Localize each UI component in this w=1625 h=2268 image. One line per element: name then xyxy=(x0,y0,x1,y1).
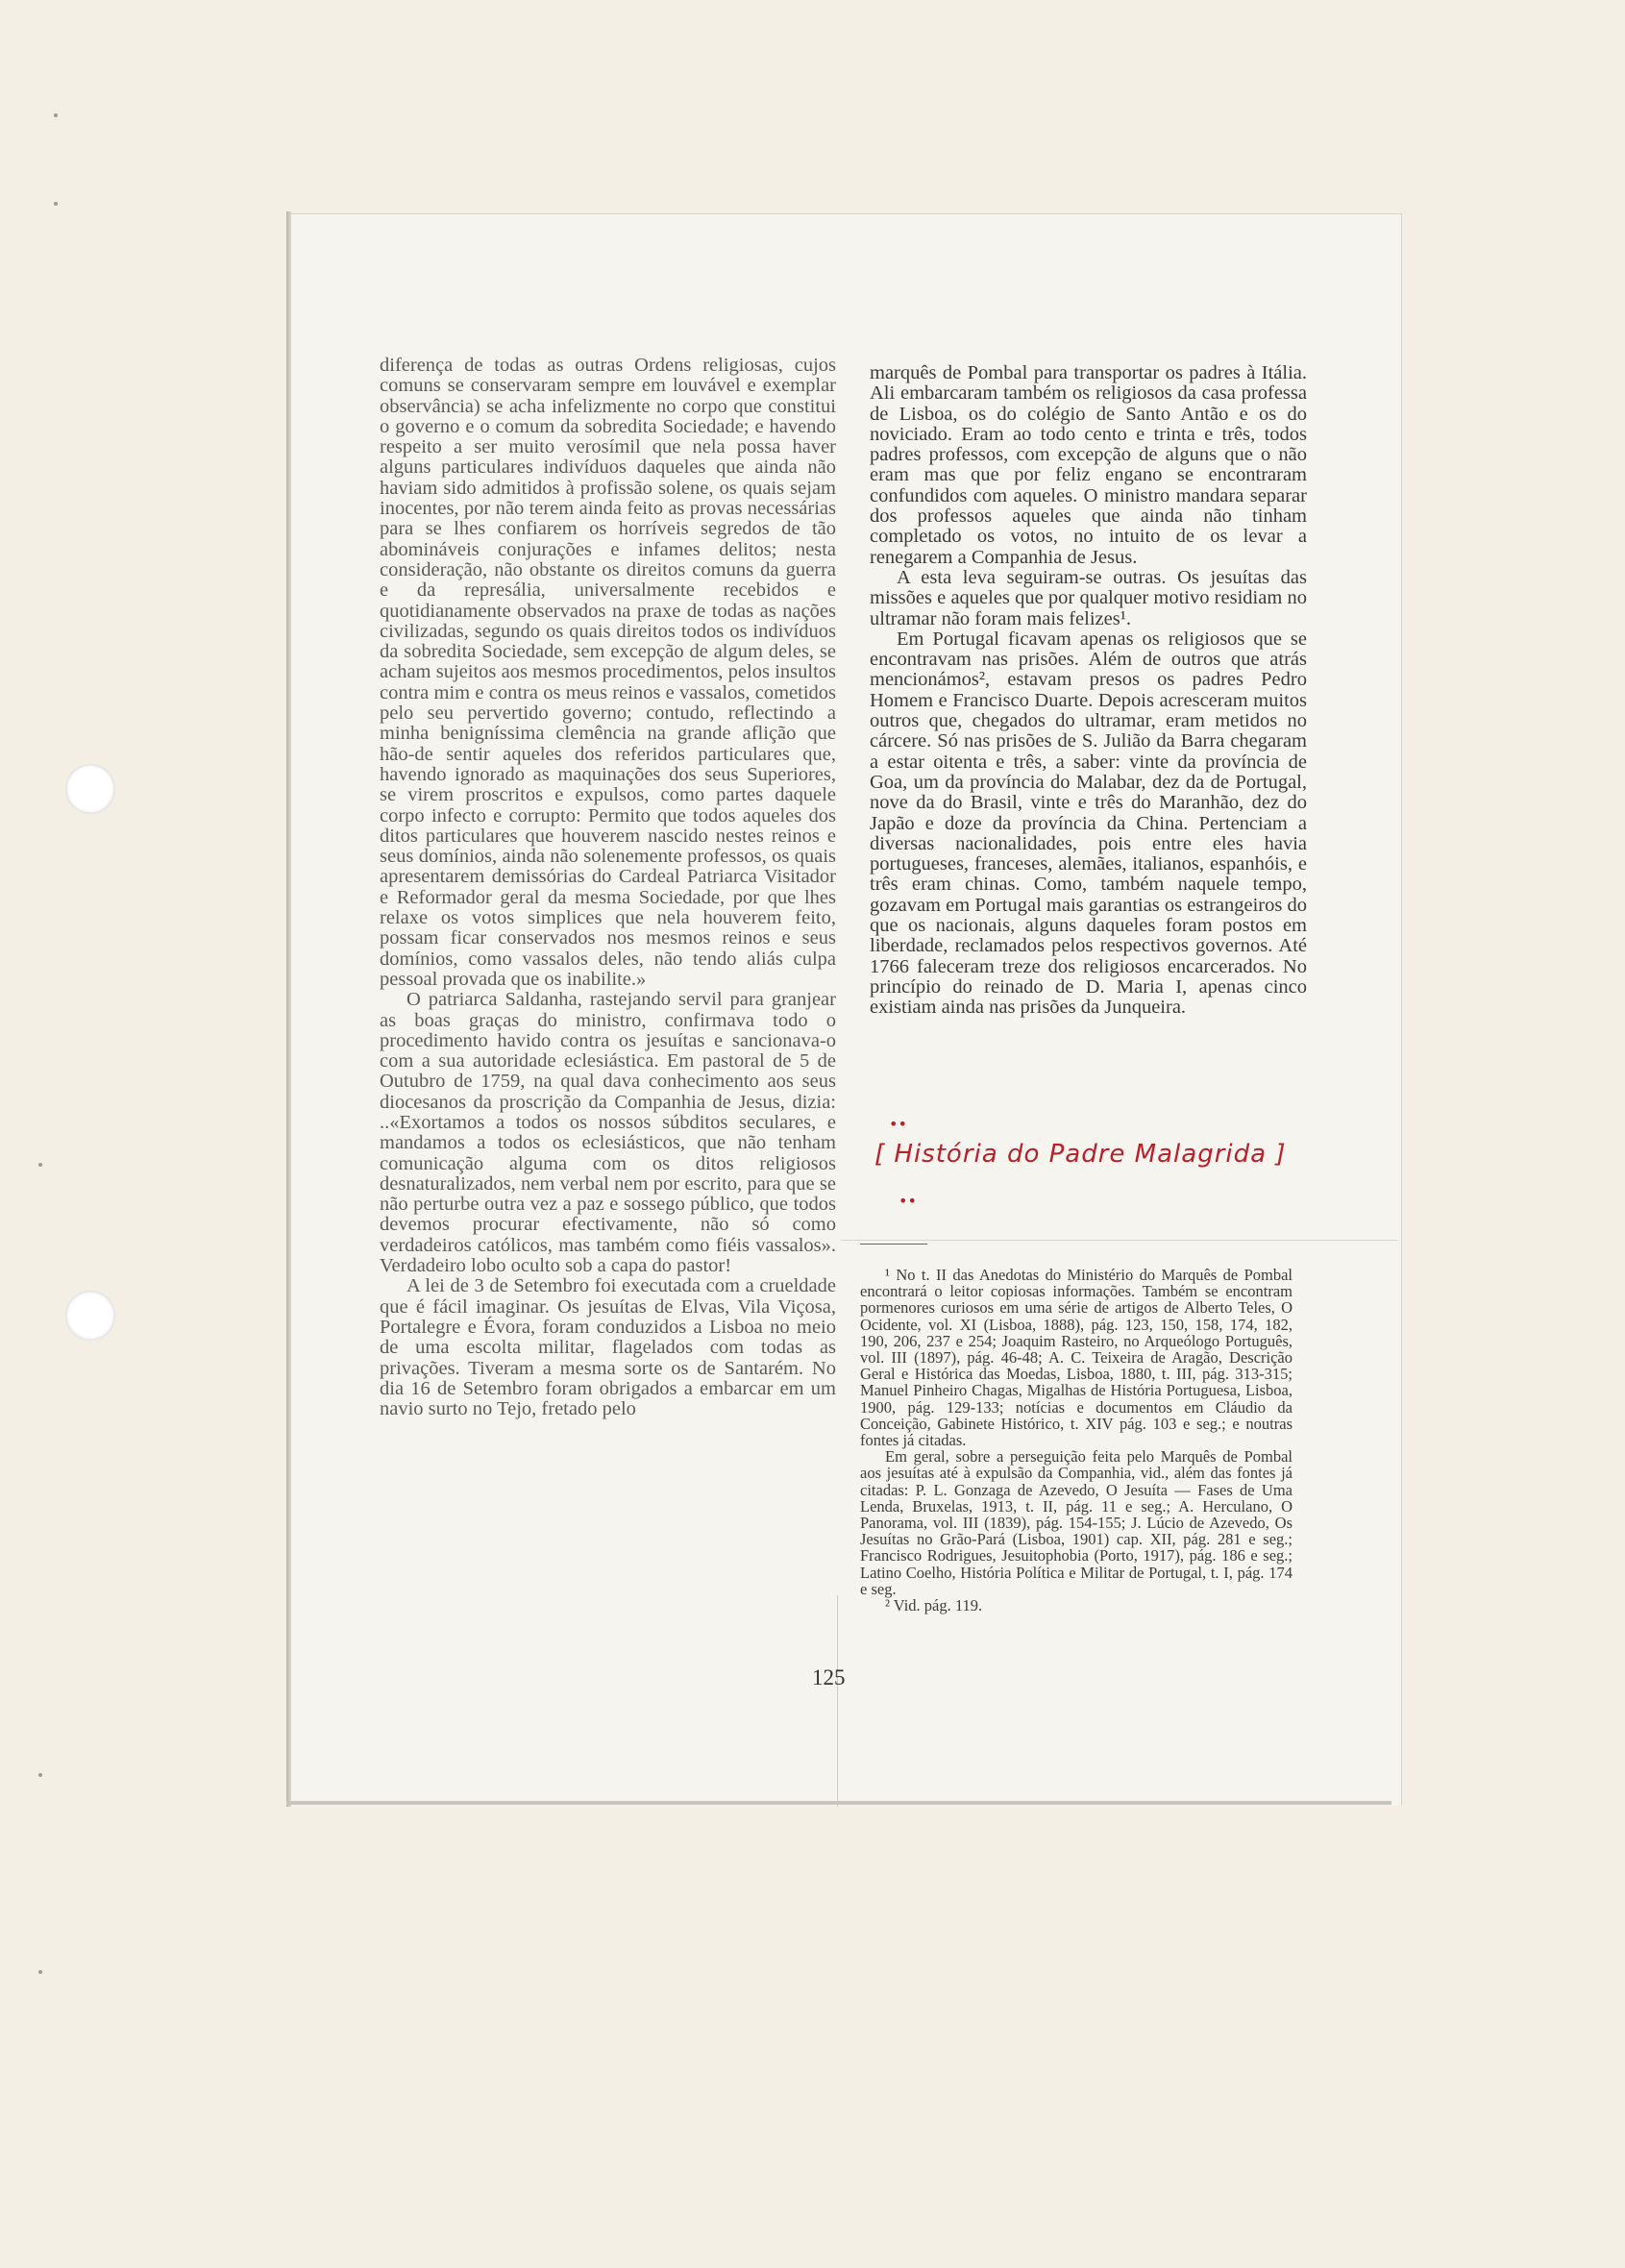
speck xyxy=(38,1970,42,1974)
binder-hole-top xyxy=(65,764,115,814)
right-paragraph-2: A esta leva seguiram-se outras. Os jesuítas das missões e aqueles que por qualquer motivo residiam no ultramar não foram mais felizes¹. xyxy=(870,566,1307,629)
annotation-marks-bottom: •• xyxy=(899,1192,917,1210)
clipping-bottom-edge xyxy=(286,1801,1391,1805)
speck xyxy=(54,113,58,117)
speck xyxy=(38,1163,42,1167)
left-paragraph-2: O patriarca Saldanha, rastejando servil para granjear as boas graças do ministro, confirmava todo o procedimento havido contra os jesuítas e sancionava-o com a sua autoridade eclesiástica. Em pastoral de 5 de Outubro de 1759, na qual dava conhecimento aos seus diocesanos da proscrição da Companhia de Jesus, dizia: ..«Exortamos a todos os nossos súbditos seculares, e mandamos a todos os eclesiásticos, que não tenham comunicação alguma com os ditos religiosos desnaturalizados, nem verbal nem por escrito, para que se não perturbe outra vez a paz e sossego público, que todos devemos procurar efectivamente, não só como verdadeiros católicos, mas também como fiéis vassalos». Verdadeiro lobo oculto sob a capa do pastor! xyxy=(380,989,836,1277)
right-paragraph-1: marquês de Pombal para transportar os padres à Itália. Ali embarcaram também os religiosos da casa professa de Lisboa, os do colégio de Santo Antão e os do noviciado. Eram ao todo cento e trinta e três, todos padres professos, com excepção de alguns que o não eram mas que por feliz engano se encontraram confundidos com aqueles. O ministro mandara separar dos professos aqueles que ainda não tinham completado os votos, no intuito de os levar a renegarem a Companhia de Jesus. xyxy=(870,362,1307,568)
footnote-1-continued: Em geral, sobre a perseguição feita pelo Marquês de Pombal aos jesuítas até à expulsão da Companhia, vid., além das fontes já citadas: P. L. Gonzaga de Azevedo, O Jesuíta — Fases de Uma Lenda, Bruxelas, 1913, t. II, pág. 11 e seg.; A. Herculano, O Panorama, vol. III (1839), pág. 154-155; J. Lúcio de Azevedo, Os Jesuítas no Grão-Pará (Lisboa, 1901) cap. XII, pág. 281 e seg.; Francisco Rodrigues, Jesuitophobia (Porto, 1917), pág. 186 e seg.; Latino Coelho, História Política e Militar de Portugal, t. I, pág. 174 e seg. xyxy=(860,1447,1293,1598)
footnote-2: ² Vid. pág. 119. xyxy=(885,1596,983,1615)
clipping-left-edge xyxy=(286,211,291,1807)
footnote-clipping-edge xyxy=(841,1240,1398,1241)
left-paragraph-3: A lei de 3 de Setembro foi executada com a crueldade que é fácil imaginar. Os jesuítas de Elvas, Vila Viçosa, Portalegre e Évora, foram conduzidos a Lisboa no meio de uma escolta militar, flagelados com todas as privações. Tiveram a mesma sorte os de Santarém. No dia 16 de Setembro foram obrigados a embarcar em um navio surto no Tejo, fretado pelo xyxy=(380,1275,836,1420)
column-divider xyxy=(837,1595,838,1807)
binder-hole-bottom xyxy=(65,1291,115,1341)
footnote-1: ¹ No t. II das Anedotas do Ministério do Marquês de Pombal encontrará o leitor copiosas informações. Também se encontram pormenores curiosos em uma série de artigos de Alberto Teles, O Ocidente, vol. XI (Lisboa, 1888), pág. 123, 150, 158, 174, 182, 190, 206, 237 e 254; Joaquim Rasteiro, no Arqueólogo Português, vol. III (1897), pág. 46-48; A. C. Teixeira de Aragão, Descrição Geral e Histórica das Moedas, Lisboa, 1880, t. III, pág. 313-315; Manuel Pinheiro Chagas, Migalhas de História Portuguesa, Lisboa, 1900, pág. 129-133; notícias e documentos em Cláudio da Conceição, Gabinete Histórico, t. XIV pág. 103 e seg.; e noutras fontes já citadas. xyxy=(860,1266,1293,1450)
handwritten-annotation: [ História do Padre Malagrida ] xyxy=(874,1140,1287,1169)
right-text-column xyxy=(870,363,1307,1019)
speck xyxy=(54,202,58,206)
left-text-column xyxy=(380,356,836,1419)
left-paragraph-1: diferença de todas as outras Ordens religiosas, cujos comuns se conservaram sempre em louvável e exemplar observância) se acha infelizmente no corpo que constitui o governo e o comum da sobredita Sociedade; e havendo respeito a ser muito verosímil que nela possa haver alguns particulares indivíduos daqueles que ainda não haviam sido admitidos à profissão solene, os quais sejam inocentes, por não terem ainda feito as provas necessárias para se lhes confiarem os horríveis segredos de tão abomináveis conjurações e infames delitos; nesta consideração, não obstante os direitos comuns da guerra e da represália, universalmente recebidos e quotidianamente observados na praxe de todas as nações civilizadas, segundo os quais direitos todos os indivíduos da sobredita Sociedade, sem excepção de algum deles, se acham sujeitos aos mesmos procedimentos, pelos insultos contra mim e contra os meus reinos e vassalos, cometidos pelo seu pervertido governo; contudo, reflectindo a minha benigníssima clemência na grande aflição que hão-de sentir aqueles dos referidos particulares que, havendo ignorado as maquinações dos seus Superiores, se virem proscritos e expulsos, como partes daquele corpo infecto e corrupto: Permito que todos aqueles dos ditos particulares que houverem nascido nestes reinos e seus domínios, ainda não solenemente professos, os quais apresentarem demissórias do Cardeal Patriarca Visitador e Reformador geral da mesma Sociedade, por que lhes relaxe os votos simplices que nela houverem feito, possam ficar conservados nos mesmos reinos e seus domínios, como vassalos deles, não tendo aliás culpa pessoal provada que os inabilite.» xyxy=(380,355,836,990)
speck xyxy=(38,1773,42,1777)
page-number: 125 xyxy=(812,1665,846,1689)
footnotes xyxy=(860,1267,1293,1614)
footnote-rule xyxy=(860,1244,927,1245)
annotation-marks-top: •• xyxy=(889,1115,907,1133)
right-paragraph-3: Em Portugal ficavam apenas os religiosos que se encontravam nas prisões. Além de outros que atrás mencionámos², estavam presos os padres Pedro Homem e Francisco Duarte. Depois acresceram muitos outros que, chegados do ultramar, eram metidos no cárcere. Só nas prisões de S. Julião da Barra chegaram a estar oitenta e três, a saber: vinte da província de Goa, um da província do Malabar, dez da de Portugal, nove da do Brasil, vinte e três do Maranhão, dez do Japão e doze da província da China. Pertenciam a diversas nacionalidades, pois entre eles havia portugueses, franceses, alemães, italianos, espanhóis, e três eram chinas. Como, também naquele tempo, gozavam em Portugal mais garantias os estrangeiros do que os nacionais, alguns daqueles foram postos em liberdade, reclamados pelos respectivos governos. Até 1766 faleceram treze dos religiosos encarcerados. No princípio do reinado de D. Maria I, apenas cinco existiam ainda nas prisões da Junqueira. xyxy=(870,628,1307,1019)
